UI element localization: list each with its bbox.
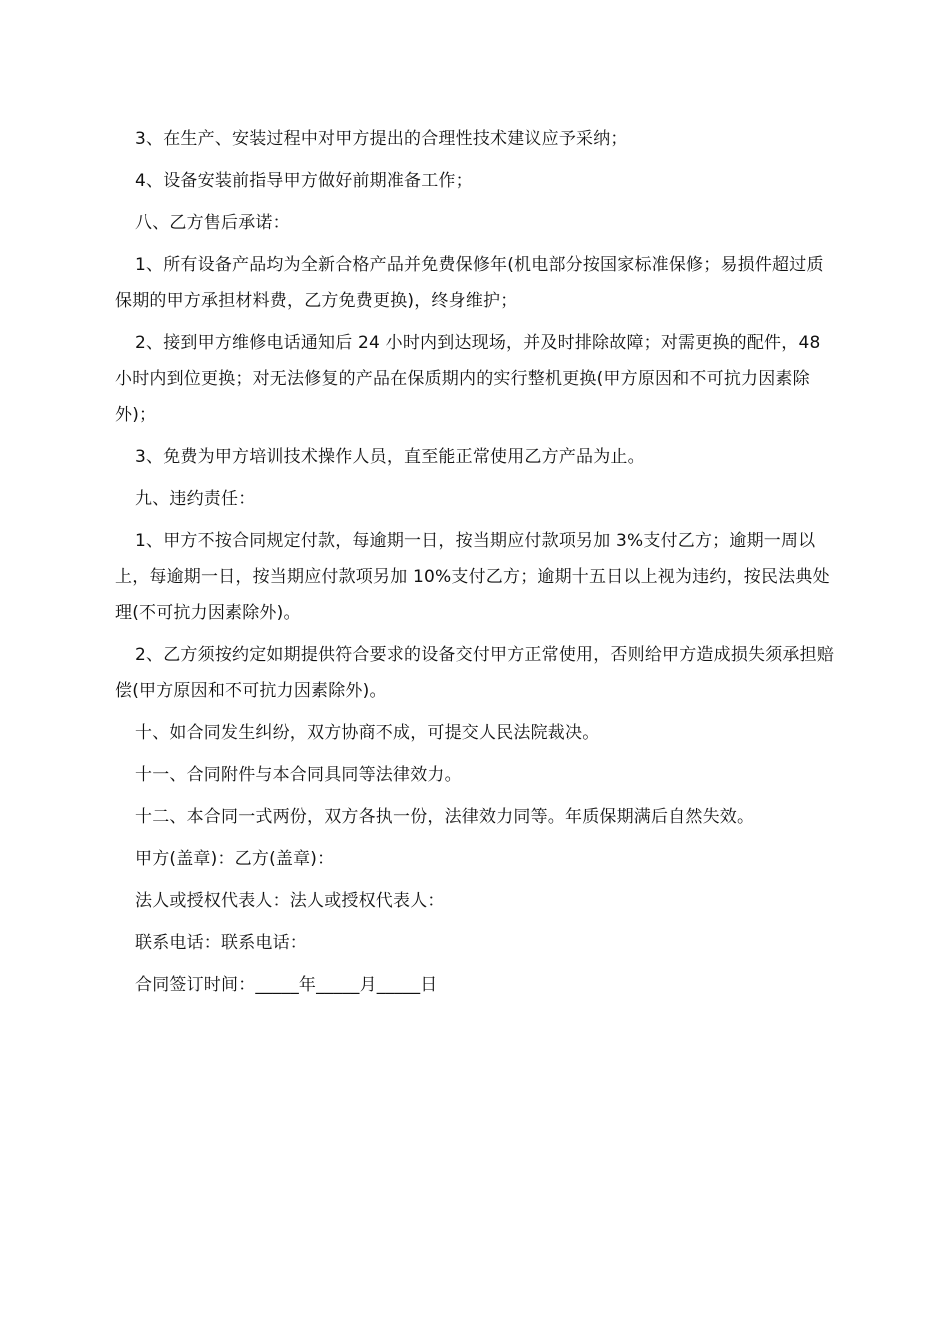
- section-8-item-3: 3、免费为甲方培训技术操作人员，直至能正常使用乙方产品为止。: [135, 447, 645, 467]
- section-11: 十一、合同附件与本合同具同等法律效力。: [135, 765, 462, 785]
- clause-3-adopt-suggestions: 3、在生产、安装过程中对甲方提出的合理性技术建议应予采纳；: [135, 129, 628, 149]
- clause-4-pre-install-guidance: 4、设备安装前指导甲方做好前期准备工作；: [135, 171, 473, 191]
- signature-phone-line: 联系电话：联系电话：: [135, 933, 307, 953]
- document-body: [115, 121, 837, 1009]
- signing-date-line: 合同签订时间：_____年_____月_____日: [135, 975, 438, 995]
- section-12: 十二、本合同一式两份，双方各执一份，法律效力同等。年质保期满后自然失效。: [135, 807, 755, 827]
- signature-seal-line: 甲方(盖章)：乙方(盖章)：: [135, 849, 335, 869]
- section-9-heading: 九、违约责任：: [135, 489, 256, 509]
- section-8-item-1: 1、所有设备产品均为全新合格产品并免费保修年(机电部分按国家标准保修；易损件超过质保期的甲方承担材料费，乙方免费更换)，终身维护；: [115, 255, 824, 311]
- section-10: 十、如合同发生纠纷，双方协商不成，可提交人民法院裁决。: [135, 723, 600, 743]
- section-9-item-1: 1、甲方不按合同规定付款，每逾期一日，按当期应付款项另加 3%支付乙方；逾期一周以上，每逾期一日，按当期应付款项另加 10%支付乙方；逾期十五日以上视为违约，按民法典处理(不可抗力因素除外)。: [115, 531, 830, 623]
- signature-representative-line: 法人或授权代表人：法人或授权代表人：: [135, 891, 445, 911]
- section-9-item-2: 2、乙方须按约定如期提供符合要求的设备交付甲方正常使用，否则给甲方造成损失须承担赔偿(甲方原因和不可抗力因素除外)。: [115, 645, 835, 701]
- section-8-heading: 八、乙方售后承诺：: [135, 213, 290, 233]
- section-8-item-2: 2、接到甲方维修电话通知后 24 小时内到达现场，并及时排除故障；对需更换的配件，48 小时内到位更换；对无法修复的产品在保质期内的实行整机更换(甲方原因和不可抗力因素除外)；: [115, 333, 827, 425]
